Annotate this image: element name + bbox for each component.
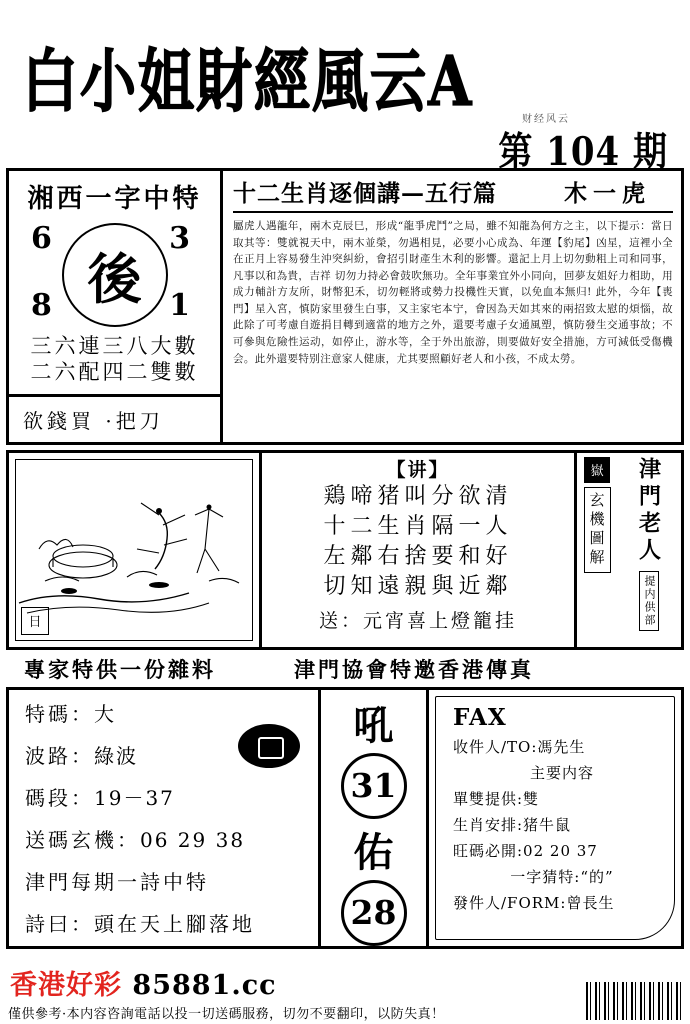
page-title: 白小姐財經風云A: [22, 41, 474, 122]
watermark-brand: [10, 963, 277, 1002]
elder-note: 提内供部: [639, 571, 659, 631]
lucky-number-top-right: 3: [169, 221, 190, 256]
lucky-footer: 欲錢買 ·把刀: [9, 394, 220, 442]
verse-line-3: 左鄰右捨要和好: [323, 543, 513, 569]
masthead: [0, 0, 690, 176]
verse-line-4: 切知遠親與近鄰: [323, 573, 513, 599]
fax-recipient: 收件人/TO:馮先生: [453, 737, 586, 756]
tip-label: 特碼：: [25, 701, 94, 726]
tip-label: 波路：: [25, 743, 94, 768]
top-band: [6, 171, 684, 445]
verse-send-line: 送：元宵喜上燈籠挂: [318, 610, 517, 632]
verse-block: [262, 453, 574, 647]
footer-note: 僅供參考·本内容咨詢電話以投一切送碼服務，切勿不要翻印，以防失真！: [8, 1007, 445, 1022]
article-title: 十二生肖逐個講—五行篇: [233, 180, 497, 207]
lucky-center-character: 後: [62, 223, 168, 327]
tip-value: 19－37: [94, 785, 175, 810]
fax-sender: 發件人/FORM:曾長生: [453, 893, 615, 912]
seal-column: [577, 453, 617, 647]
turtle-icon: [238, 724, 300, 768]
bottom-band: [6, 687, 684, 949]
lucky-number-bottom-left: 8: [31, 288, 52, 323]
lucky-box: [9, 171, 223, 442]
tip-row: [25, 782, 318, 811]
elder-block: [574, 453, 681, 647]
tips-line-6: 詩曰：頭在天上腳落地: [25, 911, 255, 936]
lucky-lines: [9, 333, 220, 394]
fax-content-4: 一字猜特:“的”: [510, 867, 614, 886]
banner-strip: [6, 654, 684, 684]
fax-content-1: 單雙提供:雙: [453, 789, 540, 808]
seal-vertical-label: 玄機圖解: [584, 487, 611, 573]
shout-char-top: 吼: [353, 701, 394, 749]
elder-name: 津門老人: [635, 456, 662, 565]
watermark-text: 香港好彩: [10, 970, 122, 1001]
shout-number-bottom: 28: [341, 880, 407, 946]
tip-value: 綠波: [94, 743, 138, 768]
issue-number: 第 104 期: [498, 129, 668, 176]
verse-line-2: 十二生肖隔一人: [323, 513, 513, 539]
lucky-numbers: [9, 217, 220, 333]
verse-line-1: 鶏啼猪叫分欲清: [323, 483, 513, 509]
article-body: 屬虎人遇龍年，兩木克辰巳，形成“龍爭虎鬥”之局，雖不知龍為何方之主，以下提示：當日取其等：雙就視天中，兩木並榮，勿遇相見，必要小心成為、年運【豹尾】凶星，這裡小全在正月上容易發生沖突糾紛，會招引財產生木利的影響。還記上月上切勿動粗上司和同事，凡事以和為貴，吉祥 切勿力持必會鼓吹無功。全年事業宜外小同向，回夢友姐好力相助，用成力輔計方友所，財幣犯禾，切勿輕將或勢力投機性天實，以免血本無归! 此外，今年【喪門】星入宮，慎防家里發生白事，又主家宅本宁，會因為天如其來的兩招致太慰的煩惱，故此除了可考慮自遊捐目轉到適當的地方之外，還要考慮子女通風塑，慎防發生交通事故；不可參與危險性运动，如停止，游水等，全于外出旅游，則要做好安全措施，方可減低受傷機会。此外還要特别注意家人健康，尤其要照顧好老人和小孩，不成太勞。: [233, 220, 673, 365]
article-tag: 木一虎: [564, 180, 651, 207]
lucky-number-top-left: 6: [31, 221, 52, 256]
article-block: [223, 171, 681, 442]
shout-char-bottom: 佑: [353, 828, 394, 876]
tips-line-5: 津門每期一詩中特: [25, 869, 209, 894]
tip-row: [25, 698, 318, 727]
tip-value: 06 29 38: [140, 827, 246, 852]
watermark-number: 85881.cc: [132, 970, 277, 1001]
illustration-stamp: 日: [21, 607, 49, 635]
lucky-line-2: 二六配四二雙數: [30, 360, 199, 385]
lucky-line-1: 三六連三八大數: [30, 334, 199, 358]
shout-number-top: 31: [341, 753, 407, 819]
article-header: [233, 175, 673, 213]
tips-block: [9, 690, 321, 946]
lucky-title: 湘西一字中特: [27, 184, 202, 214]
barcode-icon: [586, 982, 682, 1020]
banner-right: 津門協會特邀香港傳真: [294, 656, 534, 682]
illustration: [9, 453, 262, 647]
verse-heading: 【讲】: [386, 458, 450, 481]
tip-label: 碼段：: [25, 785, 94, 810]
fax-subject: 主要内容: [529, 763, 594, 782]
masthead-subtitle: 财经风云: [522, 114, 570, 125]
fax-content-3: 旺碼必開:02 20 37: [453, 841, 598, 860]
lucky-number-bottom-right: 1: [169, 288, 190, 323]
tip-label: 送碼玄機：: [25, 827, 140, 852]
illustration-frame: [15, 459, 253, 641]
banner-left: 專家特供一份雜料: [24, 656, 216, 682]
tip-value: 大: [94, 701, 116, 726]
seal-icon: 嶽: [584, 457, 610, 483]
middle-band: [6, 450, 684, 650]
fax-title: FAX: [453, 703, 507, 731]
fax-content-2: 生肖安排:猪牛鼠: [453, 815, 572, 834]
tip-row: [25, 824, 318, 853]
shout-block: [321, 690, 429, 946]
fax-block: [429, 690, 681, 946]
elder-column: [617, 453, 681, 647]
